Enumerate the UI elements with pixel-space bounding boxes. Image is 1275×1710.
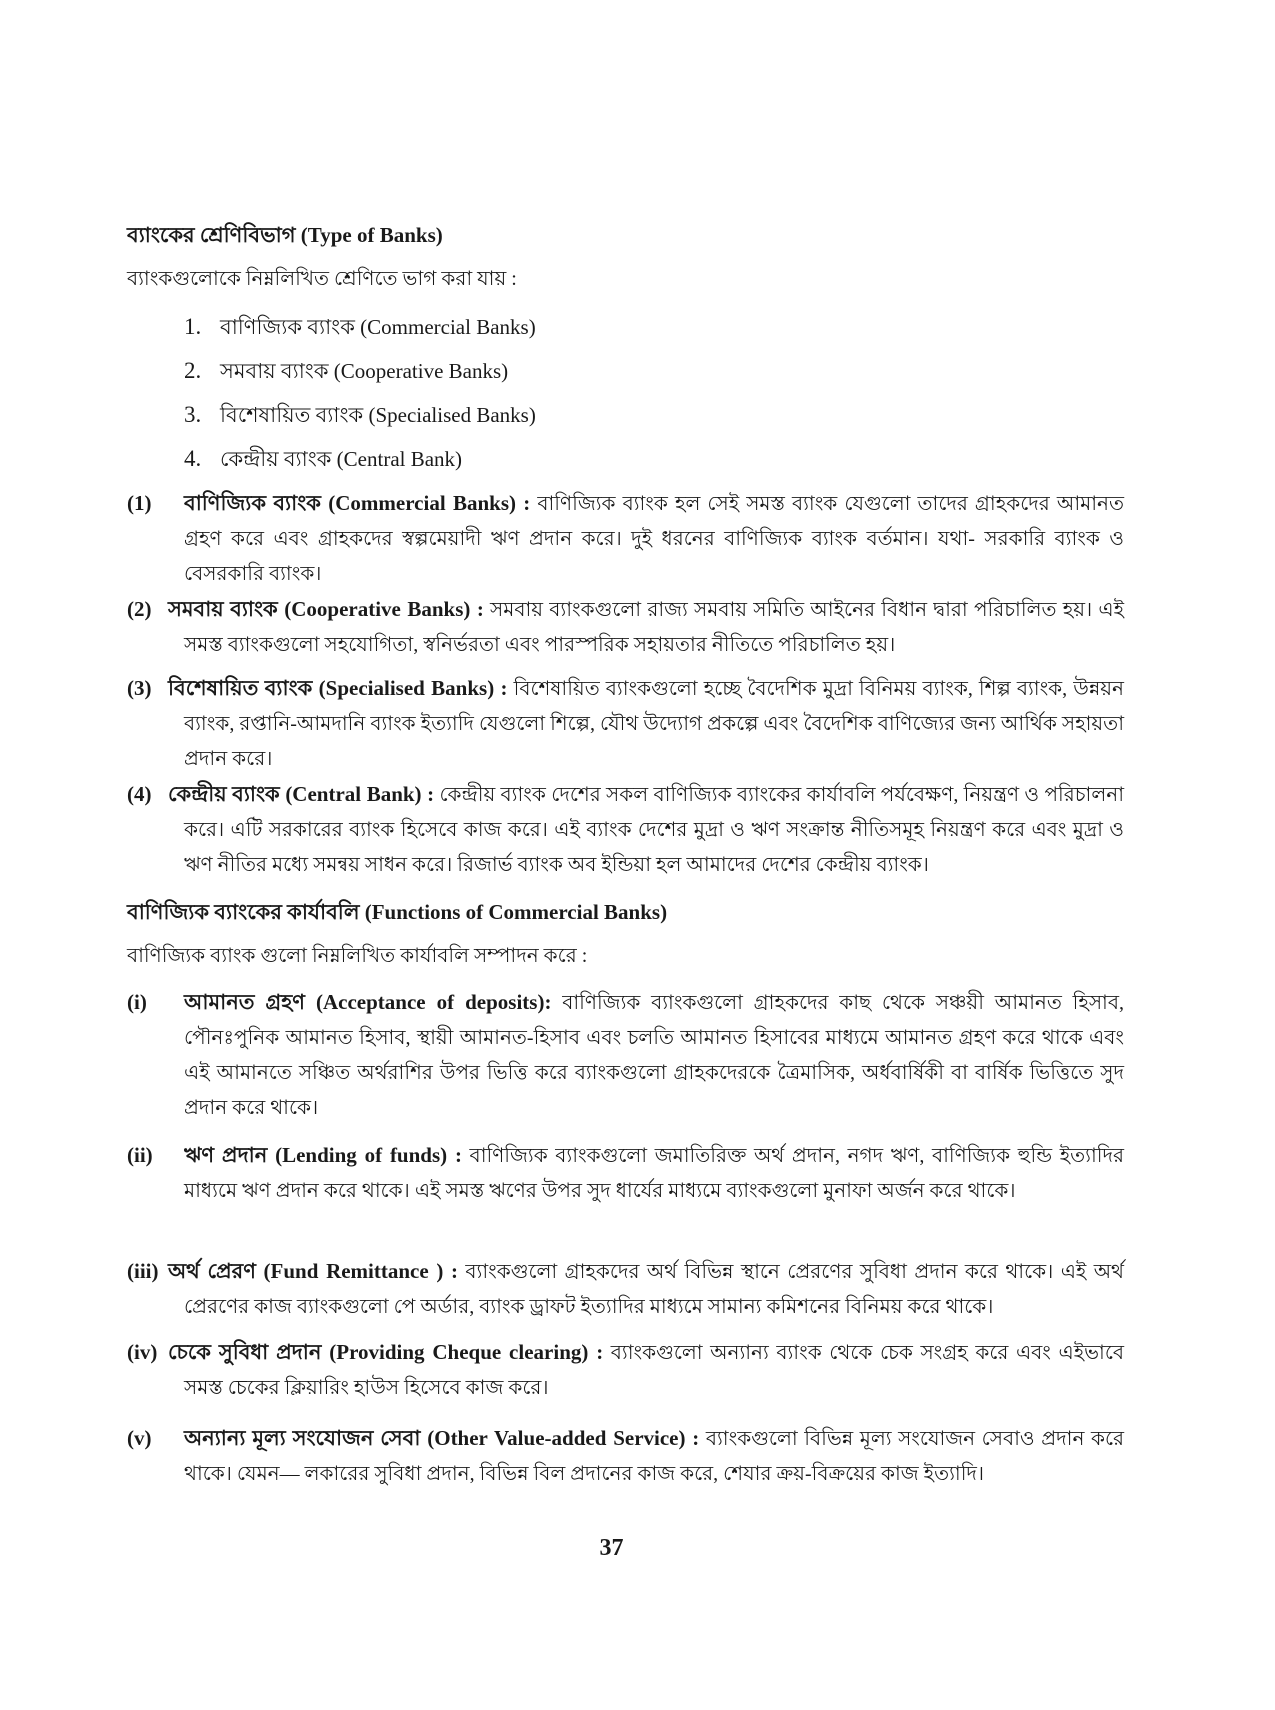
item-title: বাণিজ্যিক ব্যাংক (Commercial Banks) : [184,491,531,515]
list-text: কেন্দ্রীয় ব্যাংক (Central Bank) [220,447,463,471]
item-title: চেকে সুবিধা প্রদান (Providing Cheque clearing) : [168,1340,604,1364]
list-item [184,441,1181,477]
bank-type-paragraph [127,777,1124,883]
item-title: অন্যান্য মূল্য সংযোজন সেবা (Other Value-added Service) : [184,1426,700,1450]
list-text: বাণিজ্যিক ব্যাংক (Commercial Banks) [220,315,536,339]
item-body: সমবায় ব্যাংকগুলো রাজ্য সমবায় সমিতি আইনের বিধান দ্বারা পরিচালিত হয়। এই সমস্ত ব্যাংকগুলো সহযোগিতা, স্বনির্ভরতা এবং পারস্পরিক সহায়তার নীতিতে পরিচালিত হয়। [184,599,1124,656]
list-item [184,353,1181,389]
page-number: 37 [599,1535,624,1561]
item-title: কেন্দ্রীয় ব্যাংক (Central Bank) : [168,782,435,806]
item-body: বাণিজ্যিক ব্যাংক হল সেই সমস্ত ব্যাংক যেগুলো তাদের গ্রাহকদের আমানত গ্রহণ করে এবং গ্রাহকদের স্বল্পমেয়াদী ঋণ প্রদান করে। দুই ধরনের বাণিজ্যিক ব্যাংক বর্তমান। যথা- সরকারি ব্যাংক ও বেসরকারি ব্যাংক। [184,493,1124,585]
item-title: অর্থ প্রেরণ (Fund Remittance ) : [168,1259,458,1283]
item-title: সমবায় ব্যাংক (Cooperative Banks) : [168,597,484,621]
item-title: আমানত গ্রহণ (Acceptance of deposits): [184,990,552,1014]
item-label: (2) [127,597,152,621]
bank-type-paragraph [127,592,1124,663]
item-label: (iii) [127,1259,159,1283]
function-paragraph [127,1138,1124,1209]
list-text: বিশেষায়িত ব্যাংক (Specialised Banks) [220,403,536,427]
section-intro: বাণিজ্যিক ব্যাংক গুলো নিম্নলিখিত কার্যাবলি সম্পাদন করে : [127,945,588,967]
list-number: 2. [184,358,202,383]
section-heading-functions: বাণিজ্যিক ব্যাংকের কার্যাবলি (Functions of Commercial Banks) [127,900,668,924]
list-item [184,397,1181,433]
bank-type-paragraph [127,671,1124,777]
item-label: (i) [127,990,147,1014]
item-label: (4) [127,782,152,806]
function-paragraph [127,1335,1124,1406]
page-number-container [0,1535,1275,1562]
item-body: বিশেষায়িত ব্যাংকগুলো হচ্ছে বৈদেশিক মুদ্রা বিনিময় ব্যাংক, শিল্প ব্যাংক, উন্নয়ন ব্যাংক, রপ্তানি-আমদানি ব্যাংক ইত্যাদি যেগুলো শিল্পে, যৌথ উদ্যোগ প্রকল্পে এবং বৈদেশিক বাণিজ্যের জন্য আর্থিক সহায়তা প্রদান করে। [184,678,1124,770]
list-number: 3. [184,402,202,427]
item-body: বাণিজ্যিক ব্যাংকগুলো গ্রাহকদের কাছ থেকে সঞ্চয়ী আমানত হিসাব, পৌনঃপুনিক আমানত হিসাব, স্থায়ী আমানত-হিসাব এবং চলতি আমানত হিসাবের মাধ্যমে আমানত গ্রহণ করে থাকে এবং এই আমানতে সঞ্চিত অর্থরাশির উপর ভিত্তি করে ব্যাংকগুলো গ্রাহকদেরকে ত্রৈমাসিক, অর্ধবার্ষিকী বা বার্ষিক ভিত্তিতে সুদ প্রদান করে থাকে। [184,992,1124,1119]
section-intro: ব্যাংকগুলোকে নিম্নলিখিত শ্রেণিতে ভাগ করা যায় : [127,268,517,290]
item-label: (v) [127,1426,152,1450]
item-title: বিশেষায়িত ব্যাংক (Specialised Banks) : [168,676,508,700]
list-text: সমবায় ব্যাংক (Cooperative Banks) [220,359,509,383]
item-label: (1) [127,491,152,515]
item-body: ব্যাংকগুলো বিভিন্ন মূল্য সংযোজন সেবাও প্রদান করে থাকে। যেমন— লকারের সুবিধা প্রদান, বিভিন্ন বিল প্রদানের কাজ করে, শেযার ক্রয়-বিক্রয়ের কাজ ইত্যাদি। [184,1428,1124,1485]
item-body: ব্যাংকগুলো অন্যান্য ব্যাংক থেকে চেক সংগ্রহ করে এবং এইভাবে সমস্ত চেকের ক্লিয়ারিং হাউস হিসেবে কাজ করে। [184,1342,1124,1399]
item-label: (3) [127,676,152,700]
list-number: 4. [184,446,202,471]
function-paragraph [127,1254,1124,1325]
function-paragraph [127,1421,1124,1492]
item-label: (ii) [127,1143,153,1167]
list-item [184,309,1181,345]
bank-type-paragraph [127,486,1124,592]
item-body: বাণিজ্যিক ব্যাংকগুলো জমাতিরিক্ত অর্থ প্রদান, নগদ ঋণ, বাণিজ্যিক হুন্ডি ইত্যাদির মাধ্যমে ঋণ প্রদান করে থাকে। এই সমস্ত ঋণের উপর সুদ ধার্যের মাধ্যমে ব্যাংকগুলো মুনাফা অর্জন করে থাকে। [184,1145,1124,1202]
item-label: (iv) [127,1340,158,1364]
function-paragraph [127,985,1124,1126]
item-title: ঋণ প্রদান (Lending of funds) : [184,1143,462,1167]
list-number: 1. [184,314,202,339]
section-heading-type-of-banks: ব্যাংকের শ্রেণিবিভাগ (Type of Banks) [127,223,443,247]
item-body: ব্যাংকগুলো গ্রাহকদের অর্থ বিভিন্ন স্থানে প্রেরণের সুবিধা প্রদান করে থাকে। এই অর্থ প্রেরণের কাজ ব্যাংকগুলো পে অর্ডার, ব্যাংক ড্রাফট ইত্যাদির মাধ্যমে সামান্য কমিশনের বিনিময় করে থাকে। [184,1261,1124,1318]
item-body: কেন্দ্রীয় ব্যাংক দেশের সকল বাণিজ্যিক ব্যাংকের কার্যাবলি পর্যবেক্ষণ, নিয়ন্ত্রণ ও পরিচালনা করে। এটি সরকারের ব্যাংক হিসেবে কাজ করে। এই ব্যাংক দেশের মুদ্রা ও ঋণ সংক্রান্ত নীতিসমূহ নিয়ন্ত্রণ করে এবং মুদ্রা ও ঋণ নীতির মধ্যে সমন্বয় সাধন করে। রিজার্ভ ব্যাংক অব ইন্ডিয়া হল আমাদের দেশের কেন্দ্রীয় ব্যাংক। [184,784,1124,876]
